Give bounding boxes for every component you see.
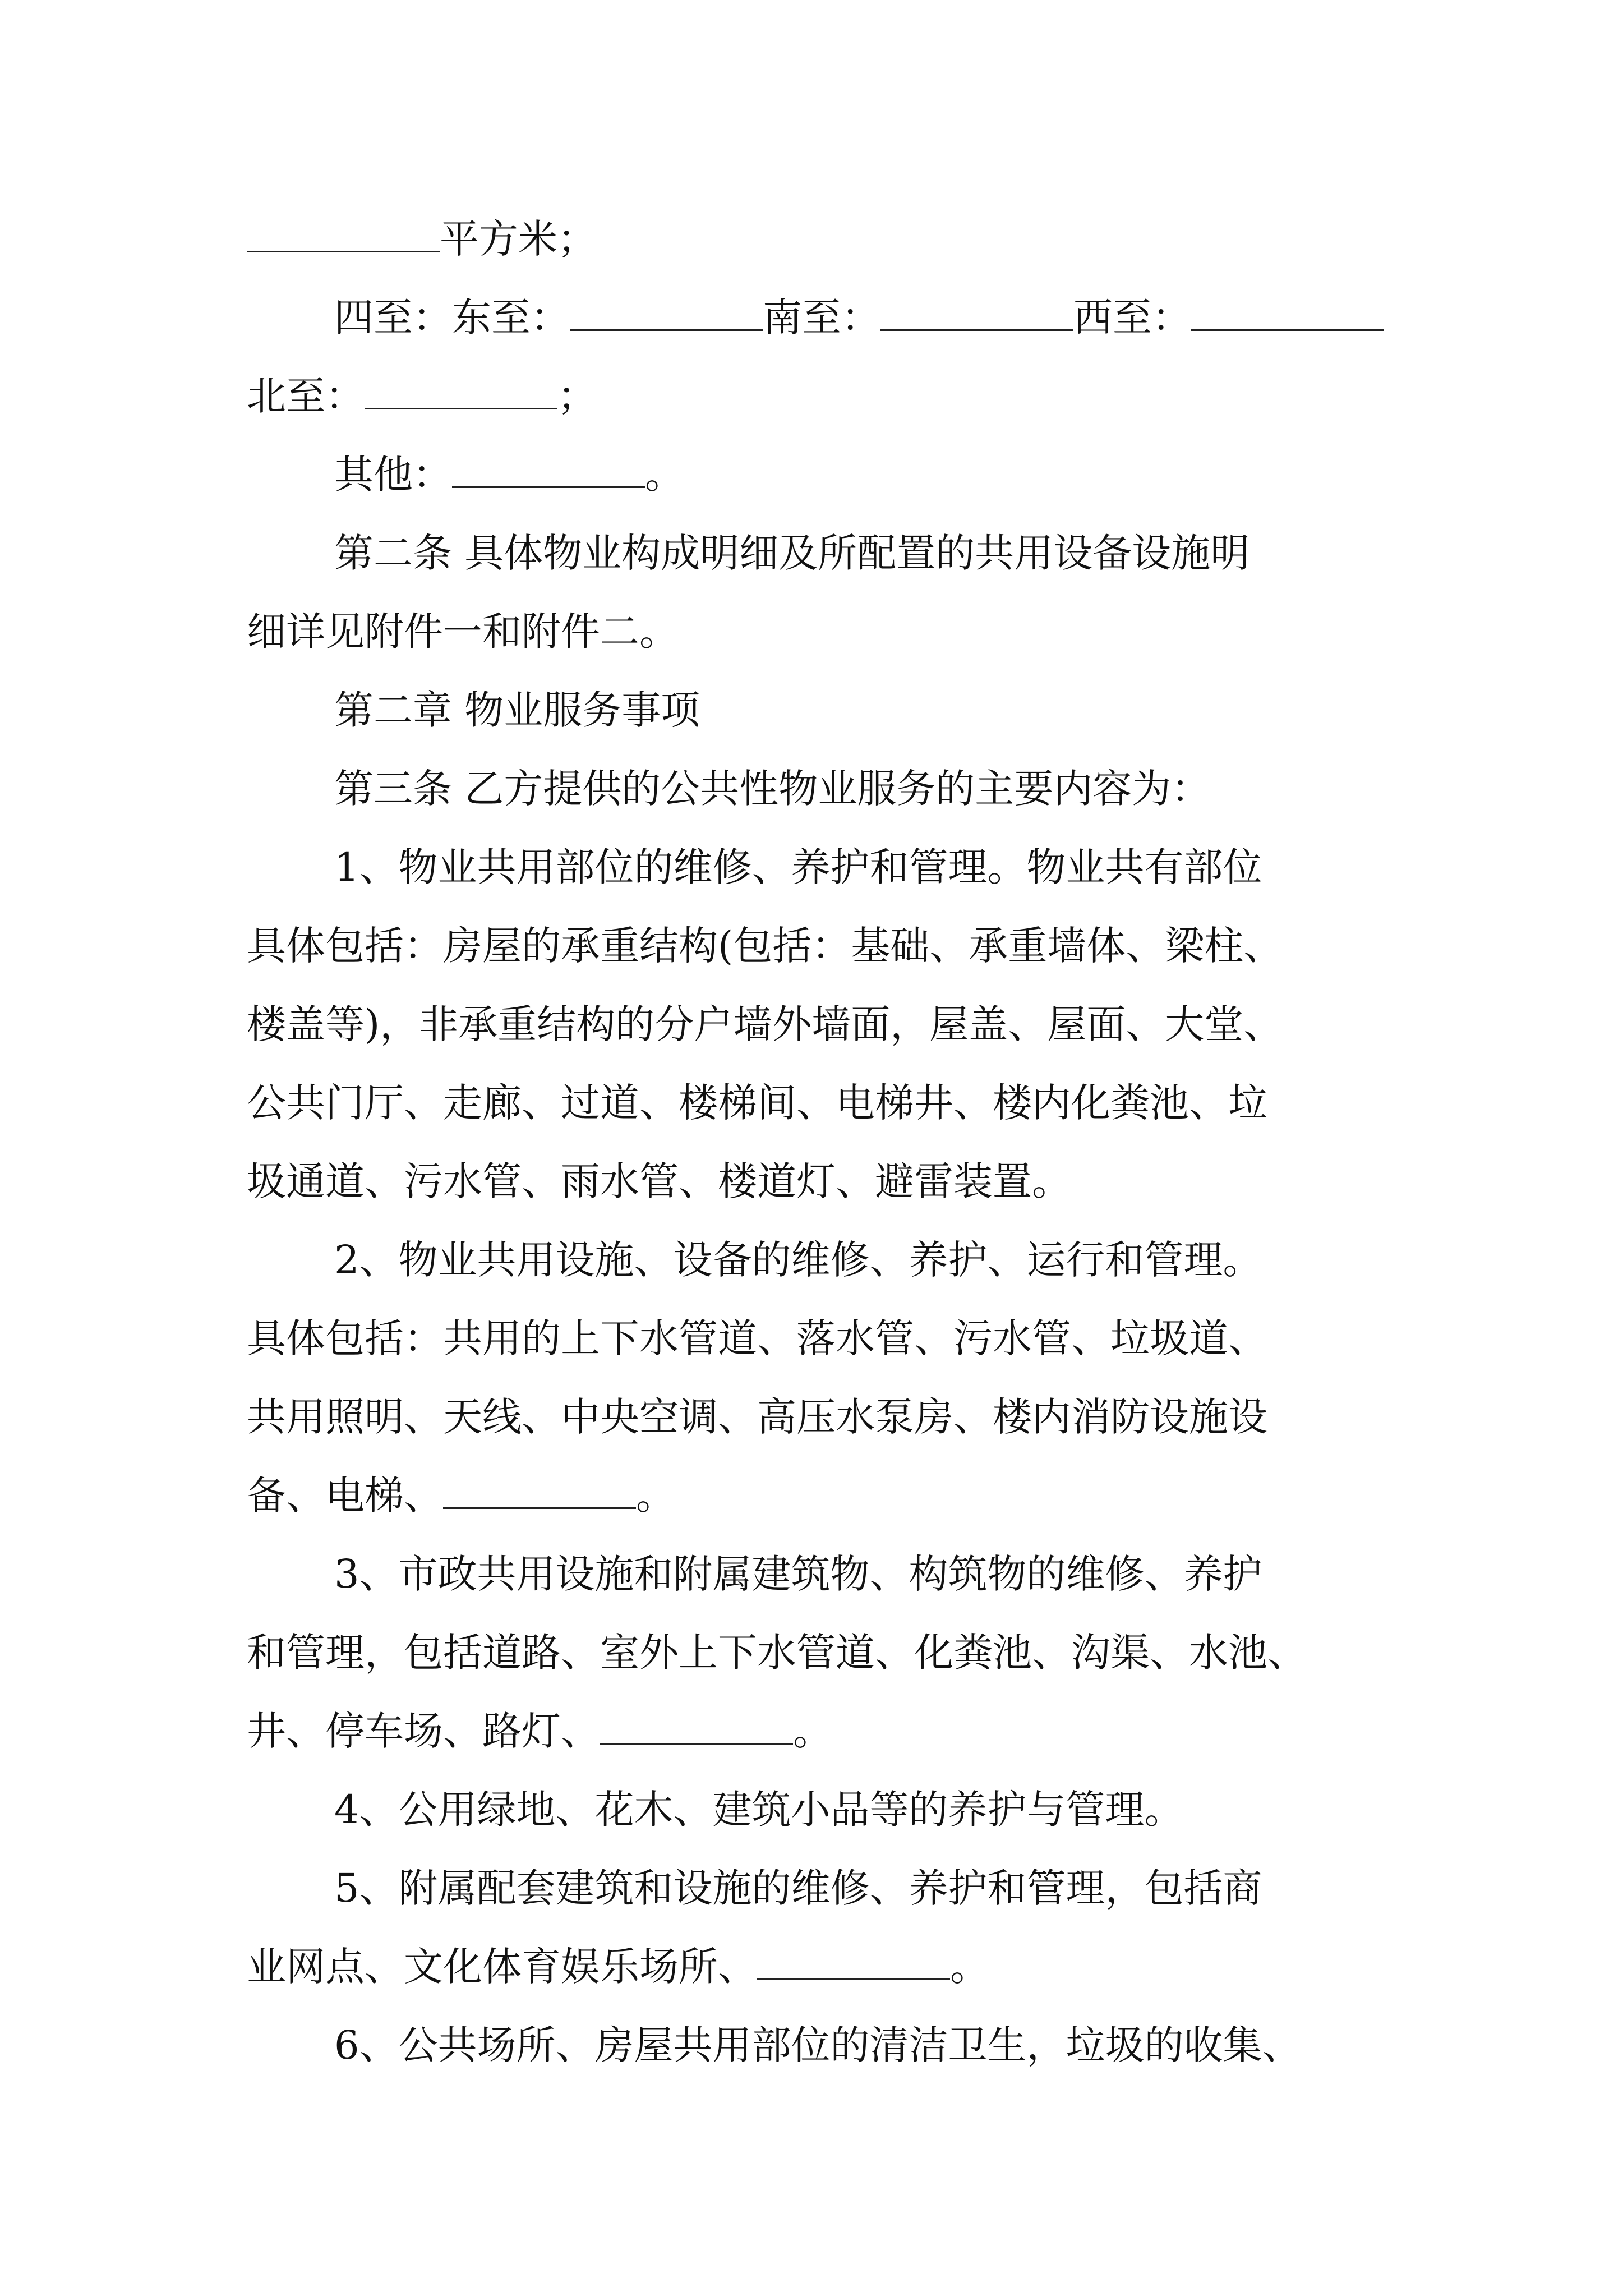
text-line-boundaries [247, 278, 1402, 357]
fill-in-blank[interactable] [247, 211, 440, 252]
paragraph-line: 和管理，包括道路、室外上下水管道、化粪池、沟渠、水池、 [247, 1630, 1307, 1676]
list-item-line: 5、附属配套建筑和设施的维修、养护和管理，包括商 [334, 1865, 1262, 1911]
list-item-line: 3、市政共用设施和附属建筑物、构筑物的维修、养护 [334, 1551, 1262, 1597]
fill-in-blank-north[interactable] [365, 369, 557, 409]
text-segment: 。 [636, 1473, 675, 1519]
fill-in-blank[interactable] [757, 1939, 950, 1980]
paragraph-line-with-blank [247, 1456, 1402, 1535]
text-line-other [247, 435, 1402, 514]
paragraph-line-with-blank [247, 1692, 1402, 1770]
text-segment: ； [557, 373, 597, 419]
text-segment: 备、电梯、 [247, 1473, 443, 1519]
text-segment: 北至： [247, 373, 365, 419]
paragraph-line: 楼盖等)，非承重结构的分户墙外墙面，屋盖、屋面、大堂、 [247, 1001, 1283, 1047]
chapter-heading: 第二章 物业服务事项 [334, 687, 700, 733]
paragraph-line: 公共门厅、走廊、过道、楼梯间、电梯井、楼内化粪池、垃 [247, 1080, 1267, 1126]
text-segment: 业网点、文化体育娱乐场所、 [247, 1944, 757, 1990]
paragraph-line: 第二条 具体物业构成明细及所配置的共用设备设施明 [334, 530, 1250, 576]
text-segment: 。 [645, 452, 684, 498]
fill-in-blank-other[interactable] [452, 447, 645, 488]
text-segment: 。 [793, 1708, 832, 1754]
list-item-line: 2、物业共用设施、设备的维修、养护、运行和管理。 [334, 1237, 1262, 1283]
text-segment: 井、停车场、路灯、 [247, 1708, 600, 1754]
fill-in-blank-east[interactable] [570, 290, 763, 331]
paragraph-line: 具体包括：房屋的承重结构(包括：基础、承重墙体、梁柱、 [247, 923, 1283, 969]
list-item-line: 6、公共场所、房屋共用部位的清洁卫生，垃圾的收集、 [334, 2022, 1302, 2068]
fill-in-blank-west[interactable] [1191, 290, 1384, 331]
text-segment: 平方米； [440, 216, 597, 262]
fill-in-blank-south[interactable] [880, 290, 1073, 331]
list-item-line: 4、公用绿地、花木、建筑小品等的养护与管理。 [334, 1787, 1184, 1833]
paragraph-line: 共用照明、天线、中央空调、高压水泵房、楼内消防设施设 [247, 1394, 1267, 1440]
fill-in-blank[interactable] [600, 1704, 793, 1745]
list-item-line: 1、物业共用部位的维修、养护和管理。物业共有部位 [334, 844, 1262, 890]
text-line-north [247, 357, 1402, 435]
text-line-area [247, 200, 1402, 278]
text-segment: 四至：东至： [334, 295, 570, 341]
text-segment: 其他： [334, 452, 452, 498]
paragraph-line-with-blank [247, 1927, 1402, 2006]
article-heading: 第三条 乙方提供的公共性物业服务的主要内容为： [334, 766, 1211, 812]
fill-in-blank[interactable] [443, 1468, 636, 1509]
text-segment: 西至： [1073, 295, 1191, 341]
text-segment: 。 [950, 1944, 989, 1990]
paragraph-line: 圾通道、污水管、雨水管、楼道灯、避雷装置。 [247, 1158, 1071, 1204]
document-body [247, 200, 1402, 2085]
paragraph-line: 细详见附件一和附件二。 [247, 609, 679, 655]
paragraph-line: 具体包括：共用的上下水管道、落水管、污水管、垃圾道、 [247, 1315, 1267, 1361]
text-segment: 南至： [763, 295, 880, 341]
